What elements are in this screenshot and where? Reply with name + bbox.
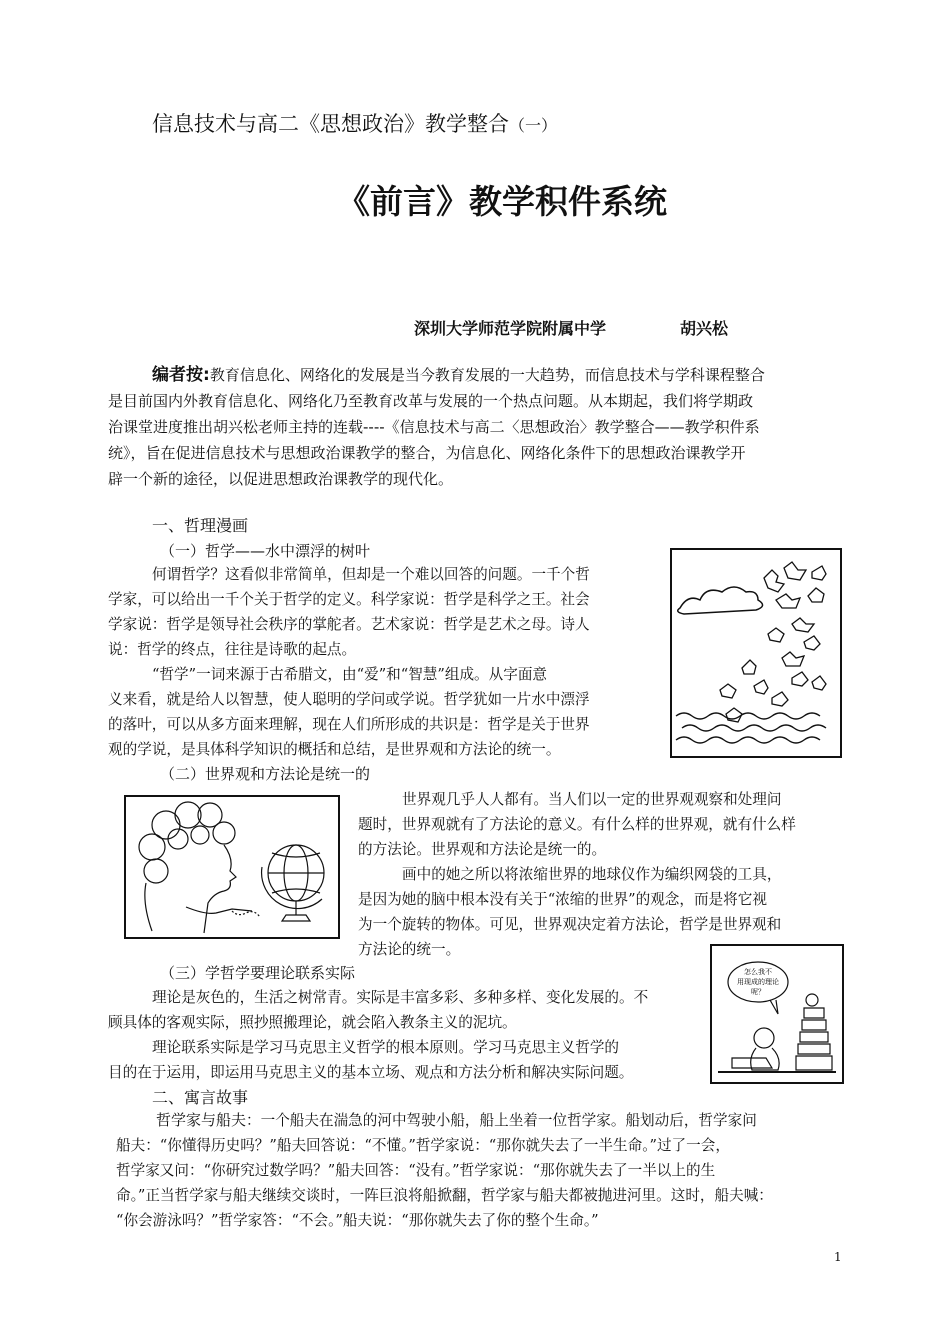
sub2-line: 是因为她的脑中根本没有关于“浓缩的世界”的观念，而是将它视: [358, 891, 767, 908]
story-line-text: ：一个船夫在湍急的河中驾驶小船，船上坐着一位哲学家。船划动后，哲学家问: [246, 1112, 757, 1129]
sub2-body: [358, 787, 842, 962]
theory-illustration: [712, 946, 842, 1082]
floating-leaves-illustration: [672, 550, 840, 756]
sub1-body: [108, 562, 656, 762]
story-title: 哲学家与船夫: [156, 1111, 247, 1129]
sub2-heading: （二）世界观和方法论是统一的: [160, 765, 371, 783]
author-school: 深圳大学师范学院附属中学: [414, 319, 607, 338]
series-title: [152, 108, 557, 138]
section2-heading: 二、寓言故事: [152, 1088, 249, 1107]
woman-globe-cartoon: [124, 795, 340, 939]
editor-note-line: 辟一个新的途径，以促进思想政治课教学的现代化。: [108, 470, 454, 488]
floating-leaves-cartoon: [670, 548, 842, 758]
story-line: 哲学家又问：“你研究过数学吗？”船夫回答：“没有。”哲学家说：“那你就失去了一半以上的生: [116, 1162, 716, 1179]
sub3-line: 目的在于运用，即运用马克思主义的基本立场、观点和方法分析和解决实际问题。: [108, 1064, 634, 1081]
story-line: “你会游泳吗？”哲学家答：“不会。”船夫说：“那你就失去了你的整个生命。”: [116, 1212, 599, 1229]
page-number: 1: [834, 1250, 842, 1264]
cartoon-bubble-line-2: 用现成的理论: [737, 978, 779, 986]
story-line: 命。”正当哲学家与船夫继续交谈时，一阵巨浪将船掀翻，哲学家与船夫都被抛进河里。这时，船夫喊：: [116, 1187, 773, 1204]
sub2-line: 世界观几乎人人都有。当人们以一定的世界观观察和处理问: [402, 791, 782, 808]
sub1-line: 的落叶，可以从多方面来理解，现在人们所形成的共识是：哲学是关于世界: [108, 716, 590, 733]
editor-note-line: 治课堂进度推出胡兴松老师主持的连载----《信息技术与高二〈思想政治〉教学整合——教学积件系: [108, 418, 760, 436]
sub3-body: [108, 985, 708, 1085]
sub2-line: 方法论的统一。: [358, 941, 461, 958]
editor-note-text: 教育信息化、网络化的发展是当今教育发展的一大趋势，而信息技术与学科课程整合: [209, 366, 765, 384]
sub1-line: 何谓哲学？这看似非常简单，但却是一个难以回答的问题。一千个哲: [152, 566, 590, 583]
sub2-line: 的方法论。世界观和方法论是统一的。: [358, 841, 607, 858]
cartoon-bubble-line-1: 怎么我不: [744, 968, 772, 976]
theory-cartoon: [710, 944, 844, 1084]
editor-note-line: 统》，旨在促进信息技术与思想政治课教学的整合，为信息化、网络化条件下的思想政治课教学开: [108, 444, 746, 462]
series-title-text: 信息技术与高二《思想政治》教学整合: [152, 112, 509, 136]
sub1-line: “哲学”一词来源于古希腊文，由“爱”和“智慧”组成。从字面意: [152, 666, 548, 683]
sub3-line: 理论联系实际是学习马克思主义哲学的根本原则。学习马克思主义哲学的: [152, 1039, 620, 1056]
sub2-line: 为一个旋转的物体。可见，世界观决定着方法论，哲学是世界观和: [358, 916, 782, 933]
editor-note: [108, 362, 844, 492]
story-line: [116, 1108, 844, 1133]
sub1-line: 学家，可以给出一千个关于哲学的定义。科学家说：哲学是科学之王。社会: [108, 591, 590, 608]
series-number: （一）: [509, 116, 558, 135]
editor-note-line: 是目前国内外教育信息化、网络化乃至教育改革与发展的一个热点问题。从本期起，我们将学期政: [108, 392, 754, 410]
sub1-line: 观的学说，是具体科学知识的概括和总结，是世界观和方法论的统一。: [108, 741, 561, 758]
section1-heading: 一、哲理漫画: [152, 516, 249, 535]
author-name: 胡兴松: [680, 319, 729, 338]
sub1-line: 说：哲学的终点，往往是诗歌的起点。: [108, 641, 357, 658]
sub2-line: 题时，世界观就有了方法论的意义。有什么样的世界观，就有什么样: [358, 816, 796, 833]
editor-note-label: 编者按:: [152, 365, 210, 385]
story-body: [116, 1108, 844, 1233]
sub2-line: 画中的她之所以将浓缩世界的地球仪作为编织网袋的工具，: [402, 866, 782, 883]
sub3-heading: （三）学哲学要理论联系实际: [160, 964, 356, 982]
sub1-heading: （一）哲学——水中漂浮的树叶: [160, 542, 371, 560]
main-title: 《前言》教学积件系统: [337, 182, 667, 221]
sub1-line: 义来看，就是给人以智慧，使人聪明的学问或学说。哲学犹如一片水中漂浮: [108, 691, 590, 708]
woman-globe-illustration: [126, 797, 338, 937]
cartoon-bubble-line-3: 呢？: [751, 988, 765, 996]
sub3-line: 理论是灰色的，生活之树常青。实际是丰富多彩、多种多样、变化发展的。不: [152, 989, 649, 1006]
sub1-line: 学家说：哲学是领导社会秩序的掌舵者。艺术家说：哲学是艺术之母。诗人: [108, 616, 590, 633]
story-line: 船夫：“你懂得历史吗？”船夫回答说：“不懂。”哲学家说：“那你就失去了一半生命。”过了一会，: [116, 1137, 730, 1154]
editor-note-line: [108, 362, 844, 388]
sub3-line: 顾具体的客观实际，照抄照搬理论，就会陷入教条主义的泥坑。: [108, 1014, 517, 1031]
